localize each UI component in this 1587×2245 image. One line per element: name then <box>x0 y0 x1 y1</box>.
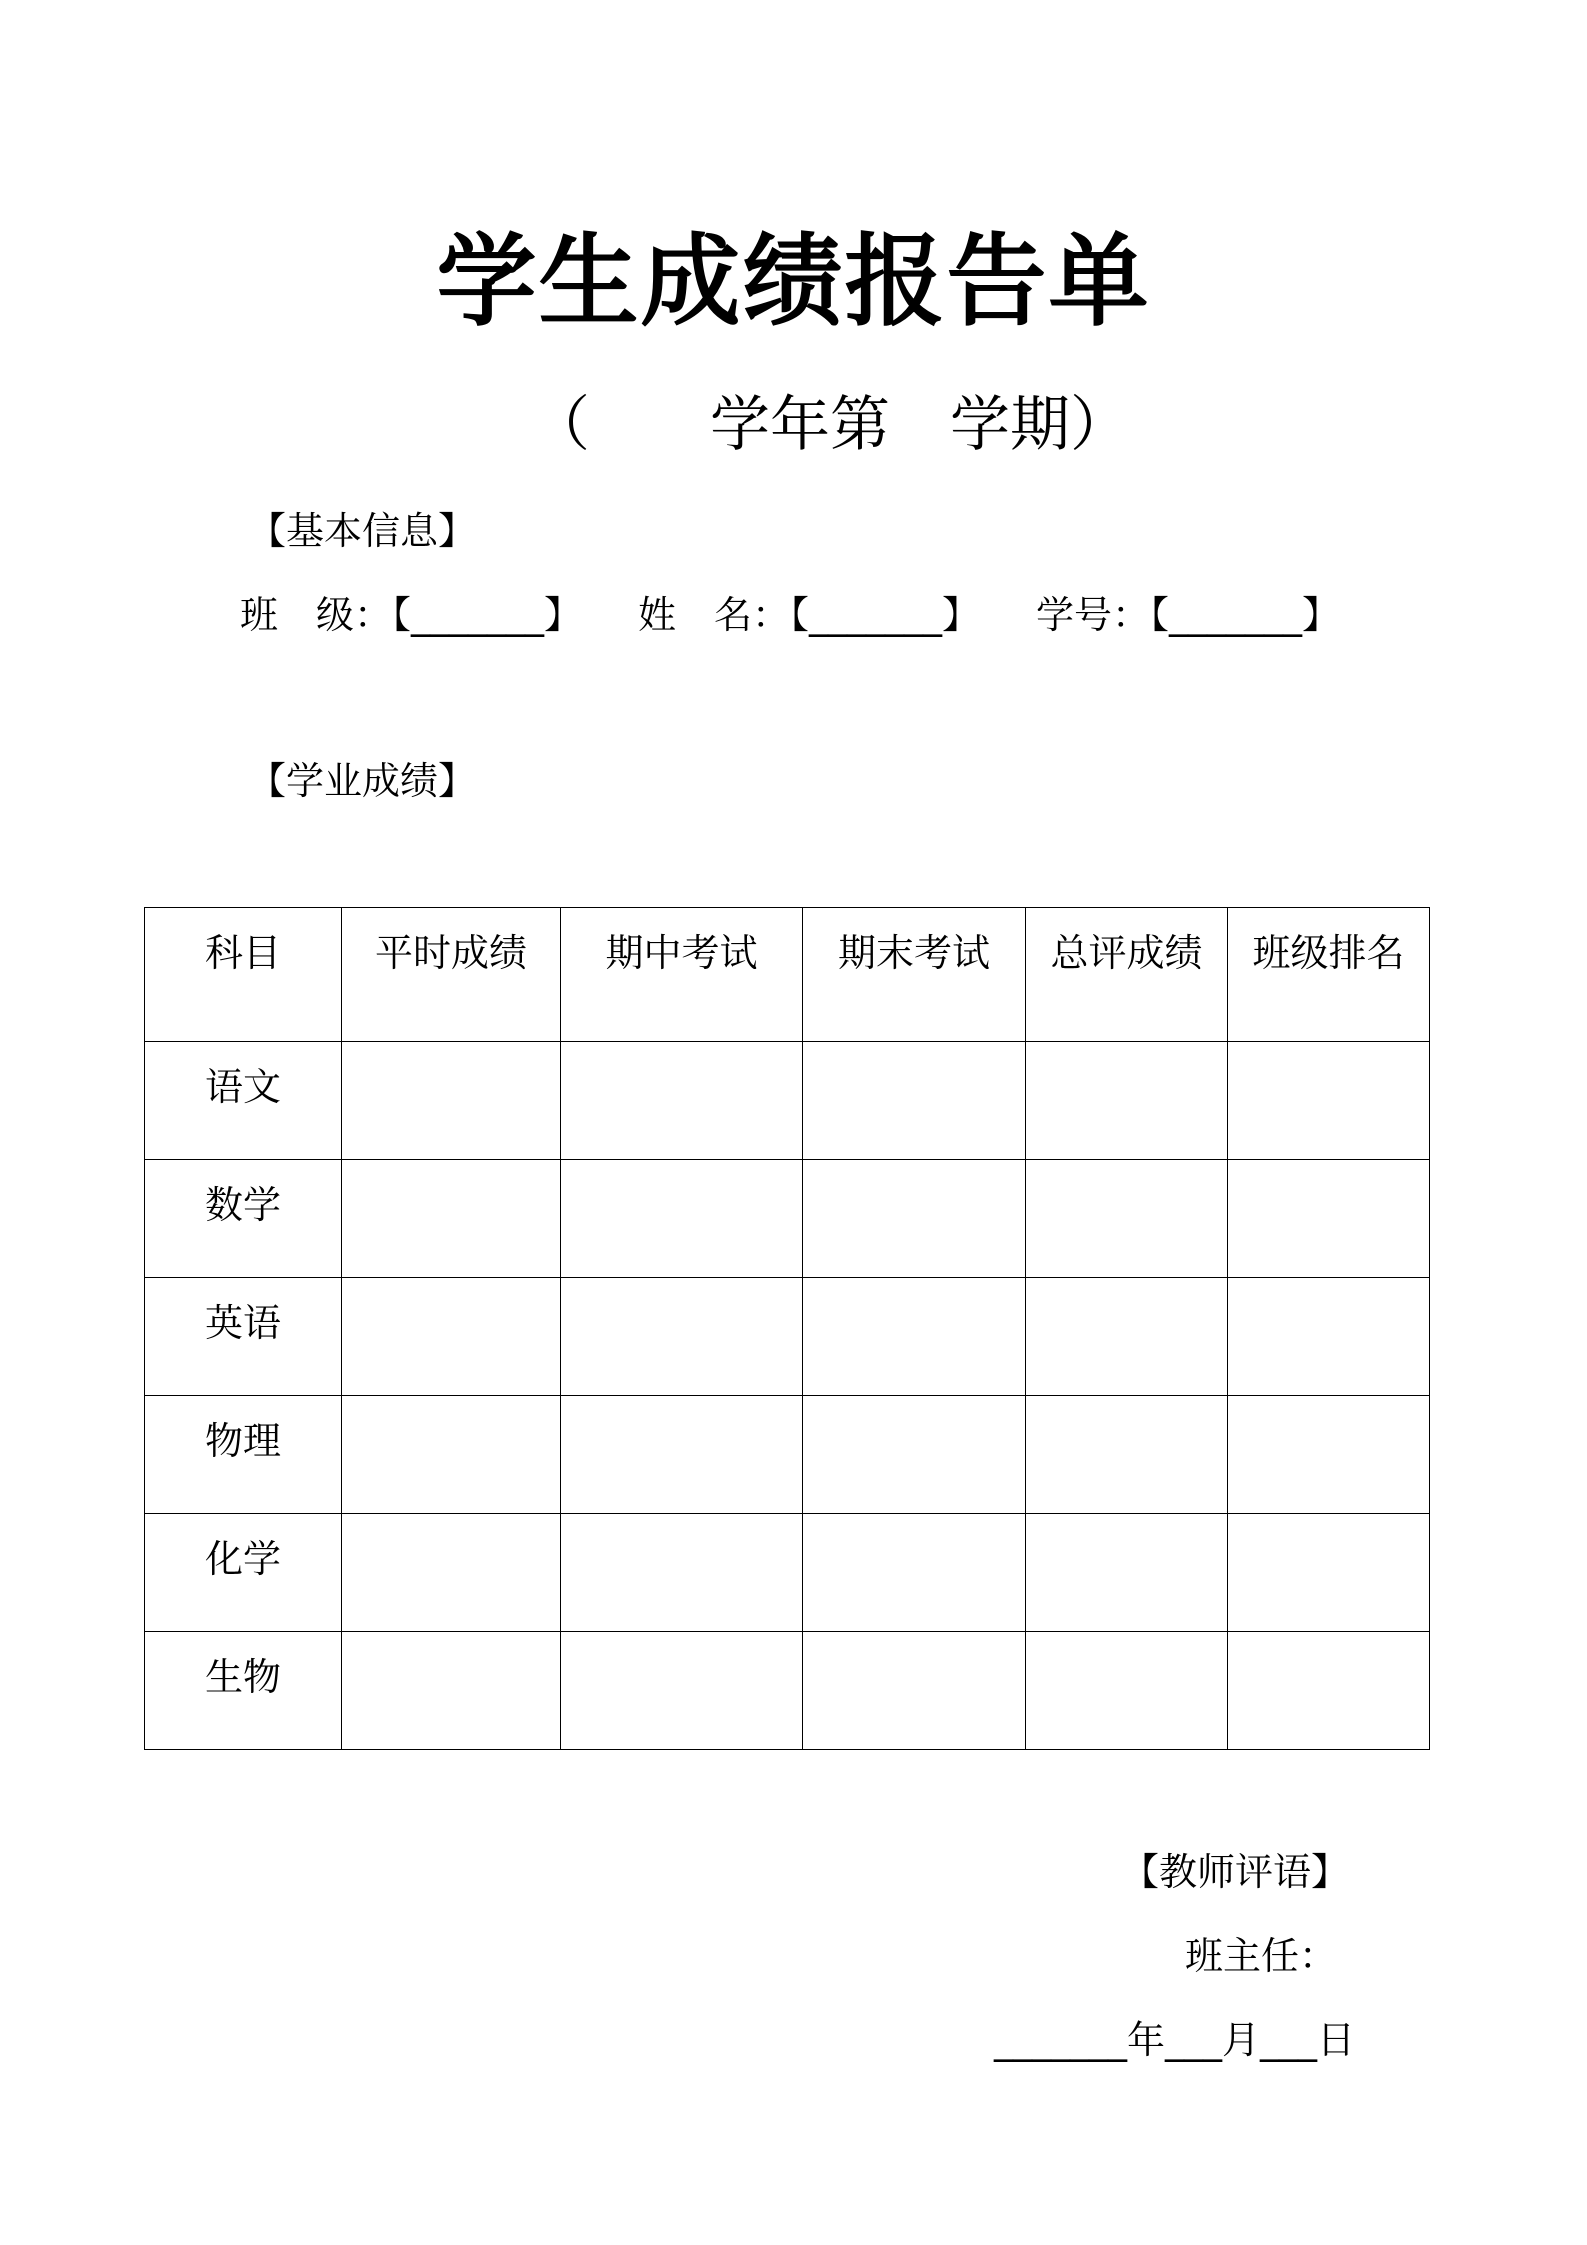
grade-cell[interactable] <box>803 1160 1026 1278</box>
subject-cell: 英语 <box>145 1278 342 1396</box>
grade-cell[interactable] <box>803 1042 1026 1160</box>
table-row <box>145 1278 1430 1396</box>
grades-table <box>144 907 1430 1750</box>
grade-cell[interactable] <box>1228 1278 1430 1396</box>
table-row <box>145 1632 1430 1750</box>
grade-cell[interactable] <box>561 1396 803 1514</box>
header-class-rank: 班级排名 <box>1228 908 1430 1042</box>
grade-cell[interactable] <box>561 1160 803 1278</box>
grade-cell[interactable] <box>1228 1514 1430 1632</box>
table-row <box>145 1042 1430 1160</box>
header-final: 期末考试 <box>803 908 1026 1042</box>
header-midterm: 期中考试 <box>561 908 803 1042</box>
table-row <box>145 1160 1430 1278</box>
subject-cell: 物理 <box>145 1396 342 1514</box>
grade-cell[interactable] <box>1228 1042 1430 1160</box>
subject-cell: 化学 <box>145 1514 342 1632</box>
page-title: 学生成绩报告单 <box>436 223 1151 340</box>
grade-cell[interactable] <box>1228 1632 1430 1750</box>
header-regular-score: 平时成绩 <box>342 908 561 1042</box>
grade-cell[interactable] <box>1228 1396 1430 1514</box>
basic-info-heading: 【基本信息】 <box>248 509 477 553</box>
name-field[interactable]: 姓 名：【_______】 <box>638 593 981 637</box>
grade-cell[interactable] <box>803 1278 1026 1396</box>
head-teacher-label[interactable]: 班主任： <box>1184 1934 1337 1978</box>
grade-cell[interactable] <box>561 1278 803 1396</box>
subject-cell: 生物 <box>145 1632 342 1750</box>
grade-cell[interactable] <box>561 1632 803 1750</box>
grade-cell[interactable] <box>342 1042 561 1160</box>
basic-info-row <box>240 592 1341 776</box>
grade-cell[interactable] <box>1228 1160 1430 1278</box>
grade-cell[interactable] <box>1026 1278 1228 1396</box>
subject-cell: 语文 <box>145 1042 342 1160</box>
grade-cell[interactable] <box>803 1514 1026 1632</box>
class-field[interactable]: 班 级：【_______】 <box>240 593 583 637</box>
header-subject: 科目 <box>145 908 342 1042</box>
grade-cell[interactable] <box>803 1632 1026 1750</box>
grade-cell[interactable] <box>342 1278 561 1396</box>
subject-cell: 数学 <box>145 1160 342 1278</box>
grade-cell[interactable] <box>1026 1396 1228 1514</box>
grade-cell[interactable] <box>1026 1160 1228 1278</box>
table-row <box>145 1396 1430 1514</box>
grade-cell[interactable] <box>342 1396 561 1514</box>
grade-cell[interactable] <box>342 1514 561 1632</box>
table-row <box>145 1514 1430 1632</box>
student-id-field[interactable]: 学号：【_______】 <box>1036 593 1341 637</box>
grade-cell[interactable] <box>342 1160 561 1278</box>
grade-cell[interactable] <box>561 1042 803 1160</box>
teacher-comment-heading: 【教师评语】 <box>1120 1850 1349 1894</box>
grade-cell[interactable] <box>803 1396 1026 1514</box>
grade-cell[interactable] <box>342 1632 561 1750</box>
date-line[interactable]: _______年___月___日 <box>993 2018 1355 2062</box>
grade-cell[interactable] <box>561 1514 803 1632</box>
header-overall: 总评成绩 <box>1026 908 1228 1042</box>
grade-cell[interactable] <box>1026 1514 1228 1632</box>
grade-cell[interactable] <box>1026 1632 1228 1750</box>
grades-heading: 【学业成绩】 <box>248 759 477 803</box>
table-header-row <box>145 908 1430 1042</box>
grade-cell[interactable] <box>1026 1042 1228 1160</box>
term-subtitle: （ 学年第 学期） <box>530 390 1130 460</box>
